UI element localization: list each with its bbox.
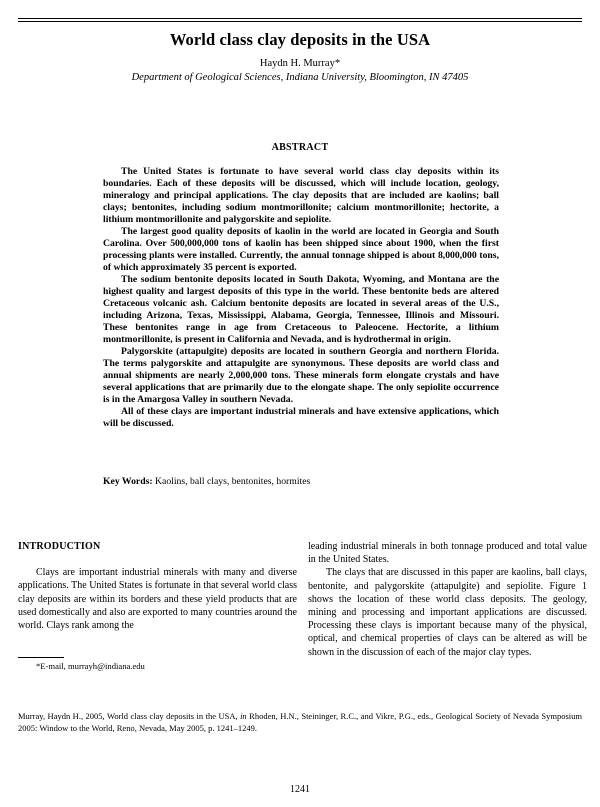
keywords-text: Kaolins, ball clays, bentonites, hormites: [155, 476, 311, 487]
citation: [18, 711, 582, 734]
citation-part-2: Rhoden, H.N., Steininger, R.C., and Vikre, P.G., eds., Geological Society of Nevada Symposium 2005: Window to the World, Reno, Nevada, May 2005, p. 1241–1249.: [18, 711, 582, 733]
top-rule-2: [18, 21, 582, 22]
abstract-paragraph: The sodium bentonite deposits located in South Dakota, Wyoming, and Montana are the highest quality and largest deposits of this type in the world. These bentonite beds are altered Cretaceous volcanic ash. Calcium bentonite deposits are located in several areas of the U.S., including Arizona, Texas, Mississippi, Alabama, Georgia, Tennessee, Illinois and Missouri. These bentonites range in age from Cretaceous to Paleocene. Hectorite, a lithium montmorillonite, is present in California and Nevada, and is hydrothermal in origin.: [103, 274, 499, 345]
author-affiliation: Department of Geological Sciences, Indiana University, Bloomington, IN 47405: [131, 72, 469, 83]
abstract-paragraph: All of these clays are important industrial minerals and have extensive applications, which will be discussed.: [103, 406, 499, 429]
citation-in: in: [240, 711, 247, 721]
abstract-heading: ABSTRACT: [271, 142, 329, 153]
abstract-paragraph: The United States is fortunate to have several world class clay deposits within its boundaries. Each of these deposits will be discussed, which will include location, geology, mineralogy and principal applications. The clay deposits that are included are kaolins; ball clays; bentonites, including sodium montmorillonite; calcium montmorillonite; hectorite, a lithium montmorillonite and palygorskite and sepiolite.: [103, 166, 499, 225]
author-name: Haydn H. Murray*: [259, 58, 341, 69]
keywords-label: Key Words:: [103, 476, 153, 487]
paper-title: World class clay deposits in the USA: [169, 30, 431, 49]
intro-paragraph-1-continued: leading industrial minerals in both tonnage produced and total value in the United States.: [308, 541, 587, 566]
abstract-paragraph: The largest good quality deposits of kaolin in the world are located in Georgia and South Carolina. Over 500,000,000 tons of kaolin has been shipped since about 1900, when the first processing plants were installed. Currently, the annual tonnage shipped is about 8,000,000 tons, of which approximately 35 percent is exported.: [103, 226, 499, 273]
page-number: 1241: [290, 784, 310, 795]
section-heading-introduction: INTRODUCTION: [18, 541, 101, 552]
abstract-paragraph: Palygorskite (attapulgite) deposits are located in southern Georgia and northern Florida. The terms palygorskite and attapulgite are synonymous. These deposits are world class and annual shipments are nearly 2,000,000 tons. These minerals form elongate crystals and have several applications that are primarily due to the elongate shape. The only sepiolite occurrence is in the Amargosa Valley in southern Nevada.: [103, 346, 499, 405]
right-column: [308, 540, 587, 659]
abstract-body: [103, 166, 499, 430]
top-rule-1: [18, 18, 582, 19]
keywords: [103, 476, 499, 487]
left-column: [18, 540, 297, 632]
intro-paragraph-2: The clays that are discussed in this paper are kaolins, ball clays, bentonite, and palygorskite (attapulgite) and sepiolite. Figure 1 shows the location of these world class deposits. The geology, mining and processing and important applications are discussed. Processing these clays is important because many of the physical, optical, and chemical properties of clays can be altered as will be shown in the discussion of each of the major clay types.: [308, 567, 587, 658]
citation-part-1: Murray, Haydn H., 2005, World class clay deposits in the USA,: [18, 711, 241, 721]
intro-paragraph-1: Clays are important industrial minerals with many and diverse applications. The United States is fortunate in that several world class clay deposits are within its borders and these yield products that are used domestically and also are exported to many countries around the world. Clays rank among the: [18, 567, 297, 632]
footnote-rule: [18, 657, 64, 658]
footnote-email: *E-mail, murrayh@indiana.edu: [36, 661, 145, 671]
